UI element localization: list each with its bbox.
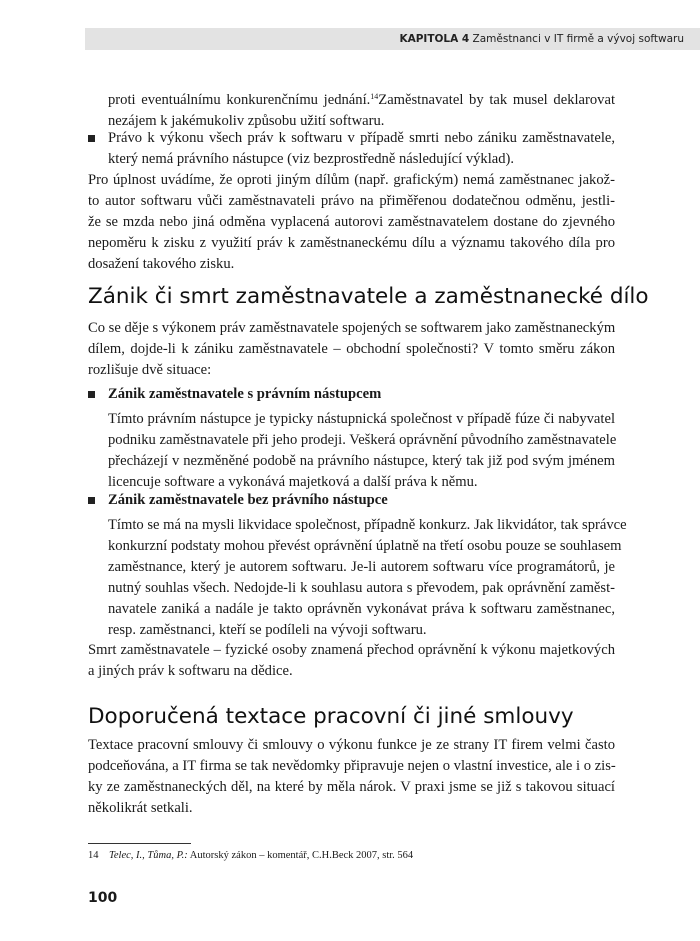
intro-continuation — [108, 86, 615, 132]
text-line: Tímto se má na mysli likvidace společnost, případně konkurz. Jak likvidátor, tak správce — [108, 517, 627, 533]
paragraph-4 — [88, 735, 615, 819]
paragraph-3 — [88, 640, 615, 682]
text-line: podceňována, a IT firma se tak nevědomky připravuje nejen o vlastní investice, ale i o zis- — [88, 758, 616, 774]
footnote-text: Autorský zákon – komentář, C.H.Beck 2007, str. 564 — [189, 850, 414, 861]
bullet-square-icon — [88, 497, 95, 504]
section-heading-2: Doporučená textace pracovní či jiné smlouvy — [88, 704, 574, 729]
text-line: Smrt zaměstnavatele – fyzické osoby znamená přechod oprávnění k výkonu majetkových — [88, 642, 615, 658]
text-line: navatele zaniká a nadále je takto oprávněn vykonávat práva k softwaru zaměstnanec, — [108, 601, 615, 617]
bullet-title: Zánik zaměstnavatele bez právního nástupce — [108, 492, 388, 508]
text-line: resp. zaměstnanci, kteří se podíleli na vývoji softwaru. — [108, 622, 427, 638]
chapter-label: KAPITOLA 4 — [399, 33, 470, 45]
text-line: rozlišuje dvě situace: — [88, 362, 212, 378]
bullet-square-icon — [88, 391, 95, 398]
text-line: Pro úplnost uvádíme, že oproti jiným dílům (např. grafickým) nemá zaměstnanec jakož- — [88, 172, 615, 188]
footnote — [88, 848, 413, 864]
footnote-authors: Telec, I., Tůma, P.: — [109, 850, 188, 861]
text-line: Právo k výkonu všech práv k softwaru v případě smrti nebo zániku zaměstnavatele, — [108, 130, 615, 146]
footnote-ref[interactable]: 14 — [370, 92, 379, 101]
text-span: Zaměstnavatel by tak musel deklarovat — [378, 92, 616, 108]
text-line: přecházejí v nezměněné podobě na právního nástupce, který tak již pod svým jménem — [108, 453, 615, 469]
text-line: dosažení takového zisku. — [88, 256, 235, 272]
text-line: Tímto právním nástupce je typicky nástupnická společnost v případě fúze či nabyvatel — [108, 411, 615, 427]
bullet-square-icon — [88, 135, 95, 142]
text-line: několikrát setkali. — [88, 800, 193, 816]
text-line: nezájem k jakémukoliv způsobu užití softwaru. — [108, 113, 385, 129]
text-line: podniku zaměstnavatele při jeho prodeji. Veškerá oprávnění původního zaměstnavatele — [108, 432, 617, 448]
text-line: dílem, dojde-li k zániku zaměstnavatele – obchodní společnosti? V tomto směru zákon — [88, 341, 615, 357]
bullet-title: Zánik zaměstnavatele s právním nástupcem — [108, 386, 382, 402]
paragraph-2 — [88, 318, 615, 381]
text-line: konkurzní podstaty mohou převést oprávnění úplatně na třetí osobu pouze se souhlasem — [108, 538, 622, 554]
footnote-number: 14 — [88, 850, 99, 861]
text-line: který nemá právního nástupce (viz bezprostředně následující výklad). — [108, 151, 515, 167]
text-line: Co se děje s výkonem práv zaměstnavatele spojených se softwarem jako zaměstnaneckým — [88, 320, 616, 336]
text-line: to autor softwaru vůči zaměstnavateli právo na přiměřenou dodatečnou odměnu, jestli- — [88, 193, 615, 209]
text-line: nutný souhlas všech. Nedojde-li k souhlasu autora s převodem, pak oprávnění zaměst- — [108, 580, 615, 596]
text-line: a jiných práv k softwaru na dědice. — [88, 663, 293, 679]
chapter-title: Zaměstnanci v IT firmě a vývoj softwaru — [472, 33, 684, 45]
running-header — [85, 28, 700, 50]
text-line: ky ze zaměstnaneckých děl, na které by měla nárok. V praxi jsme se již s takovou situací — [88, 779, 615, 795]
paragraph-1 — [88, 170, 615, 275]
page-number: 100 — [88, 890, 118, 906]
text-line: zaměstnance, který je autorem softwaru. Je-li autorem softwaru více programátorů, je — [108, 559, 615, 575]
text-span: proti eventuálnímu konkurenčnímu jednání. — [108, 92, 371, 108]
footnote-divider — [88, 843, 191, 844]
section-heading-1: Zánik či smrt zaměstnavatele a zaměstnanecké dílo — [88, 284, 649, 309]
text-line: že se mzda nebo jiná odměna vyplacená autorovi zaměstnavatelem dostane do zjevného — [88, 214, 615, 230]
text-line: nepoměru k zisku z využití práv k zaměstnaneckému dílu a významu takového díla pro — [88, 235, 615, 251]
text-line: licencuje software a vykonává majetková a další práva k němu. — [108, 474, 478, 490]
text-line: Textace pracovní smlouvy či smlouvy o výkonu funkce je ze strany IT firem velmi často — [88, 737, 615, 753]
